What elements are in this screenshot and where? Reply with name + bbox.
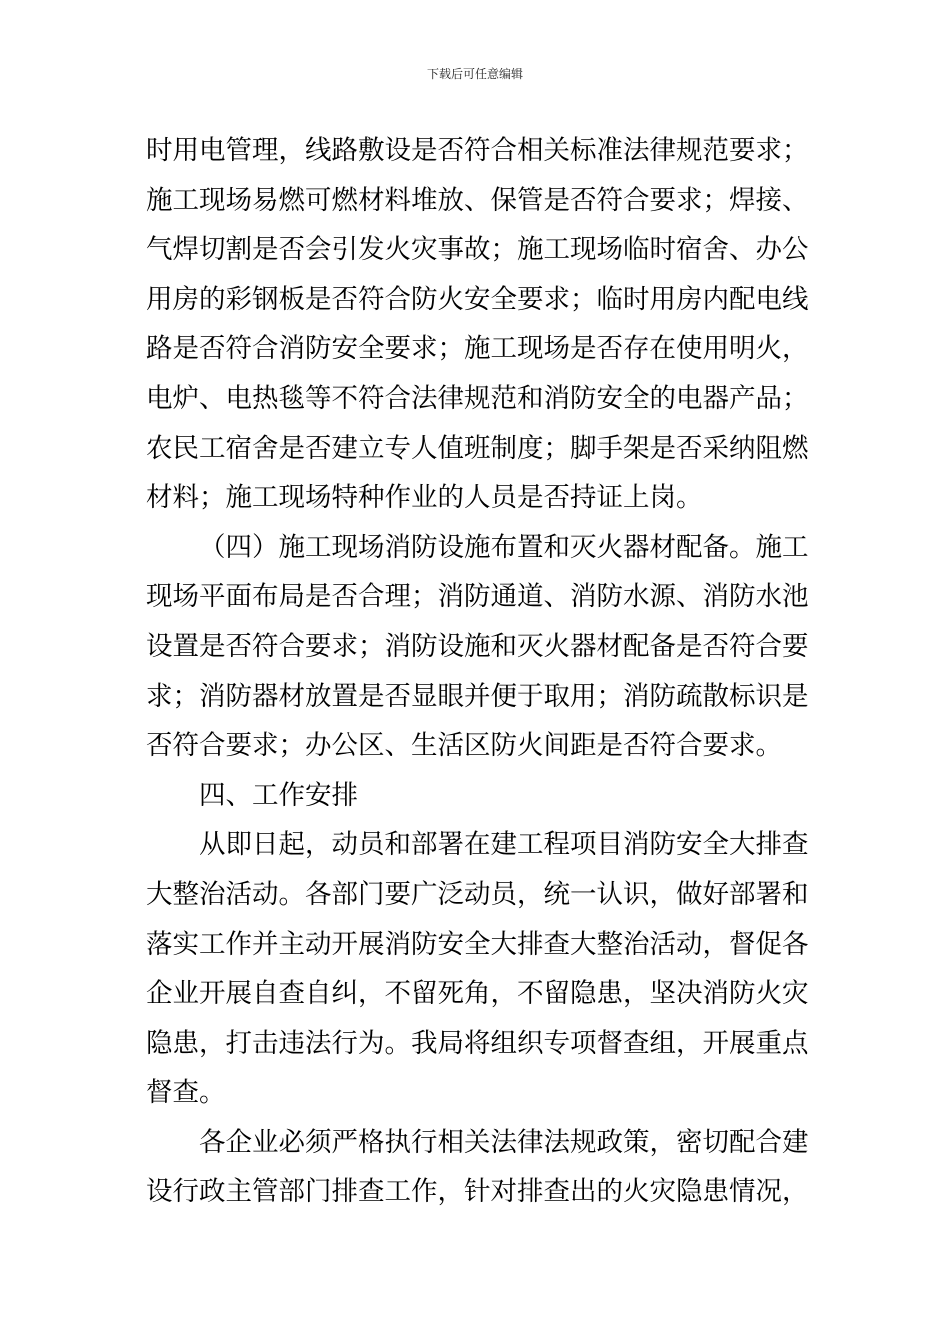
text-line: 材料；施工现场特种作业的人员是否持证上岗。 [146,482,703,514]
text-line: 现场平面布局是否合理；消防通道、消防水源、消防水池 [146,581,809,613]
text-line: 路是否符合消防安全要求；施工现场是否存在使用明火， [146,333,809,365]
text-line: 施工现场易燃可燃材料堆放、保管是否符合要求；焊接、 [146,184,809,216]
text-line: 设行政主管部门排查工作，针对排查出的火灾隐患情况， [146,1176,809,1208]
text-line: 落实工作并主动开展消防安全大排查大整治活动，督促各 [146,928,809,960]
text-line: 企业开展自查自纠，不留死角，不留隐患，坚决消防火灾 [146,978,809,1010]
text-line: 大整治活动。各部门要广泛动员，统一认识，做好部署和 [146,878,809,910]
text-line: 时用电管理，线路敷设是否符合相关标准法律规范要求； [146,135,809,166]
section-heading: 四、工作安排 [199,779,358,811]
paragraph-start-line: （四）施工现场消防设施布置和灭火器材配备。施工 [199,531,809,563]
text-line: 设置是否符合要求；消防设施和灭火器材配备是否符合要 [146,630,809,662]
text-line: 督查。 [146,1077,226,1109]
text-line: 农民工宿舍是否建立专人值班制度；脚手架是否采纳阻燃 [146,432,809,464]
text-line: 隐患，打击违法行为。我局将组织专项督查组，开展重点 [146,1027,809,1059]
paragraph-start-line: 各企业必须严格执行相关法律法规政策，密切配合建 [199,1126,809,1158]
page-header-note: 下载后可任意编辑 [426,67,523,81]
text-line: 否符合要求；办公区、生活区防火间距是否符合要求。 [146,730,782,762]
text-line: 求；消防器材放置是否显眼并便于取用；消防疏散标识是 [146,680,809,712]
text-line: 用房的彩钢板是否符合防火安全要求；临时用房内配电线 [146,283,809,315]
text-line: 电炉、电热毯等不符合法律规范和消防安全的电器产品； [146,382,809,414]
paragraph-start-line: 从即日起，动员和部署在建工程项目消防安全大排查 [199,829,809,861]
text-line: 气焊切割是否会引发火灾事故；施工现场临时宿舍、办公 [146,234,809,266]
document-body [146,126,810,1217]
